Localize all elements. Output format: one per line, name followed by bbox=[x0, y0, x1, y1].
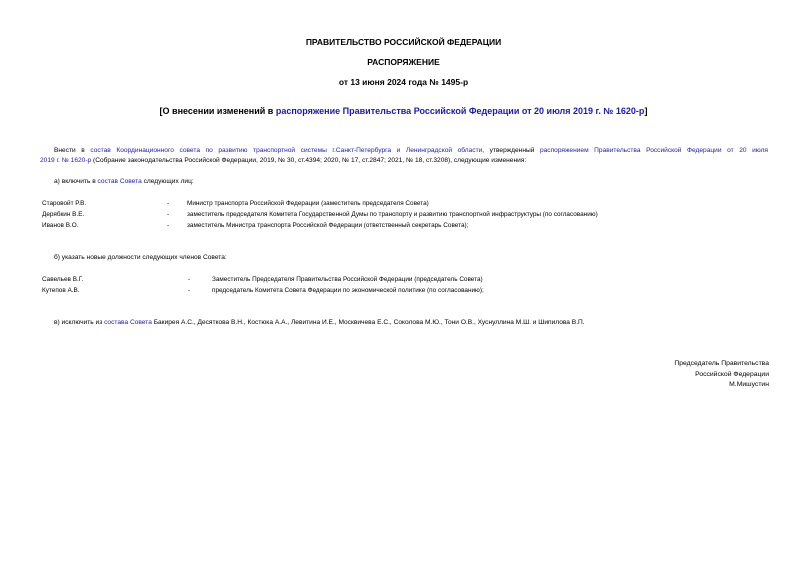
member-name: Старовойт Р.В. bbox=[42, 200, 87, 207]
order-link-part2[interactable]: 2019 г. № 1620-р bbox=[40, 157, 92, 164]
section-c-prefix: в) исключить из bbox=[54, 319, 105, 326]
member-name: Иванов В.О. bbox=[42, 222, 79, 229]
intro-text-3: (Собрание законодательства Российской Федерации, 2019, № 30, ст.4394; 2020, № 17, ст.2847; 2021, № 18, ст.3208), следующие изменения: bbox=[91, 157, 527, 164]
document-title: ПРАВИТЕЛЬСТВО РОССИЙСКОЙ ФЕДЕРАЦИИ bbox=[305, 37, 502, 47]
dash: - bbox=[188, 276, 191, 283]
member-position: заместитель председателя Комитета Государственной Думы по транспорту и развитию транспортной инфраструктуры (по согласованию) bbox=[187, 211, 598, 218]
intro-text-2: , утвержденный bbox=[482, 147, 540, 154]
document-type: РАСПОРЯЖЕНИЕ bbox=[367, 57, 440, 67]
signature-org: Российской Федерации bbox=[695, 371, 769, 378]
member-position: председатель Комитета Совета Федерации по экономической политике (по согласованию); bbox=[212, 287, 484, 294]
section-b-heading: б) указать новые должности следующих членов Совета: bbox=[54, 254, 227, 261]
member-name: Савельев В.Г. bbox=[42, 276, 84, 283]
subject-open: [О внесении изменений в bbox=[159, 106, 276, 116]
council-link-a[interactable]: состав Совета bbox=[97, 178, 142, 185]
section-a-prefix: а) включить в bbox=[54, 178, 98, 185]
dash: - bbox=[167, 200, 170, 207]
document-date: от 13 июня 2024 года № 1495-р bbox=[338, 77, 469, 87]
member-position: заместитель Министра транспорта Российской Федерации (ответственный секретарь Совета); bbox=[187, 222, 469, 229]
council-composition-link[interactable]: состав Координационного совета по развитию транспортной системы г.Санкт-Петербурга и Ленинградской области bbox=[90, 147, 483, 154]
section-c-paragraph bbox=[54, 319, 585, 326]
intro-line-1 bbox=[40, 146, 768, 156]
council-link-c[interactable]: состава Совета bbox=[104, 319, 152, 326]
subject-link[interactable]: распоряжение Правительства Российской Федерации от 20 июля 2019 г. № 1620-р bbox=[275, 106, 645, 116]
signature-title: Председатель Правительства bbox=[674, 360, 769, 367]
dash: - bbox=[167, 211, 170, 218]
section-a-heading bbox=[54, 178, 194, 185]
member-position: Министр транспорта Российской Федерации (заместитель председателя Совета) bbox=[187, 200, 429, 207]
intro-text-1: Внести в bbox=[54, 147, 91, 154]
order-link-part1[interactable]: распоряжением Правительства Российской Федерации от 20 июля bbox=[539, 147, 768, 154]
member-name: Кутепов А.В. bbox=[42, 287, 80, 294]
member-position: Заместитель Председателя Правительства Российской Федерации (председатель Совета) bbox=[212, 276, 483, 283]
section-c-suffix: Бакирея А.С., Десяткова В.Н., Костюка А.А., Левитина И.Е., Москвичева Е.С., Соколова М.Ю., Тони О.В., Хуснуллина М.Ш. и Шипилова В.П. bbox=[151, 319, 585, 326]
subject-close: ] bbox=[644, 106, 648, 116]
document-subject bbox=[0, 106, 807, 116]
section-a-suffix: следующих лиц: bbox=[141, 178, 194, 185]
dash: - bbox=[188, 287, 191, 294]
intro-paragraph bbox=[40, 146, 768, 166]
member-name: Дерябкин В.Е. bbox=[42, 211, 85, 218]
signature-name: М.Мишустин bbox=[729, 381, 769, 388]
dash: - bbox=[167, 222, 170, 229]
